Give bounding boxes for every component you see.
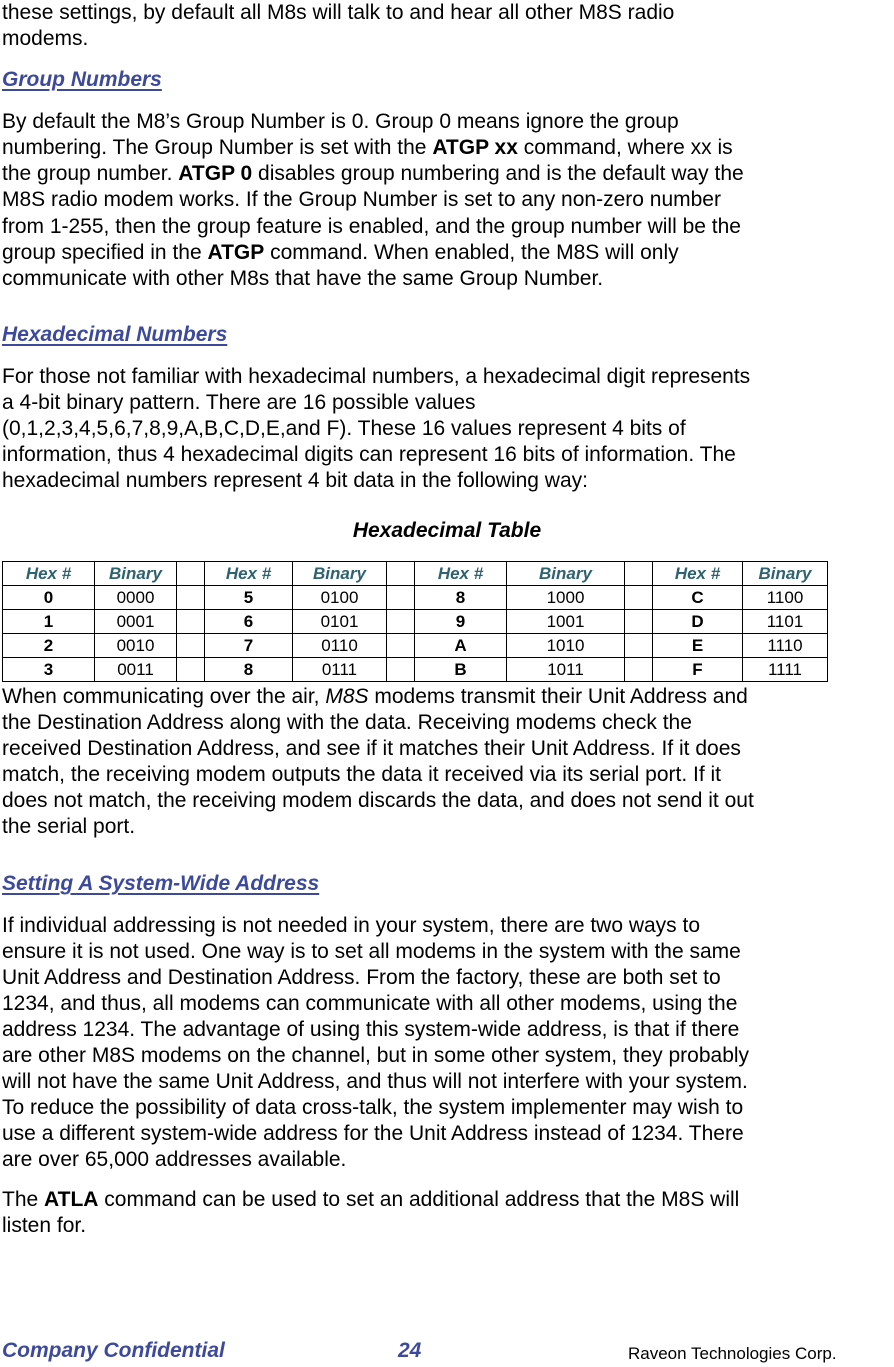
hex-cell: B [415,658,507,682]
hex-cell: 1 [3,610,95,634]
hex-cell: 9 [415,610,507,634]
hex-para-line-2: a 4-bit binary pattern. There are 16 possible values [2,391,476,414]
hex-cell: D [653,610,743,634]
hex-para-line-3: (0,1,2,3,4,5,6,7,8,9,A,B,C,D,E,and F). These 16 values represent 4 bits of [2,417,686,440]
footer-company: Raveon Technologies Corp. [628,1344,837,1363]
atla-command: ATLA [44,1188,99,1211]
group-para-line-5: from 1-255, then the group feature is enabled, and the group number will be the [2,215,741,238]
spacer-cell [625,562,653,586]
binary-cell: 0100 [293,586,387,610]
sys-para-line-5: address 1234. The advantage of using this system-wide address, is that if there [2,1018,740,1041]
sys-para-line-6: are other M8S modems on the channel, but in some other system, they probably [2,1044,750,1067]
comm-para-line-3: received Destination Address, and see if it matches their Unit Address. If it does [2,737,741,760]
col-header-binary: Binary [293,562,387,586]
binary-cell: 1110 [743,634,828,658]
spacer-cell [625,634,653,658]
spacer-cell [387,586,415,610]
spacer-cell [177,610,205,634]
atgp-xx-command: ATGP xx [432,136,518,159]
binary-cell: 1011 [507,658,625,682]
hex-cell: 6 [205,610,293,634]
hex-cell: F [653,658,743,682]
hex-table-header-row [3,562,828,586]
binary-cell: 1101 [743,610,828,634]
binary-cell: 0101 [293,610,387,634]
m8s-italic: M8S [325,685,369,708]
table-row [3,658,828,682]
group-para-line-7: communicate with other M8s that have the same Group Number. [2,267,604,290]
binary-cell: 1010 [507,634,625,658]
binary-cell: 0011 [95,658,177,682]
spacer-cell [177,658,205,682]
intro-line-2: modems. [2,27,89,50]
hex-cell: 3 [3,658,95,682]
hex-cell: A [415,634,507,658]
sys-para-line-8: To reduce the possibility of data cross-talk, the system implementer may wish to [2,1096,744,1119]
comm-para-line-5: does not match, the receiving modem discards the data, and does not send it out [2,789,754,812]
spacer-cell [387,634,415,658]
hex-table-title: Hexadecimal Table [352,519,542,542]
spacer-cell [387,610,415,634]
intro-line-1: these settings, by default all M8s will talk to and hear all other M8S radio [2,1,675,24]
spacer-cell [625,658,653,682]
footer-confidential: Company Confidential [2,1339,225,1362]
page-number: 24 [398,1339,422,1362]
sys-para-line-9: use a different system-wide address for the Unit Address instead of 1234. There [2,1122,744,1145]
col-header-binary: Binary [507,562,625,586]
sys-para-line-2: ensure it is not used. One way is to set all modems in the system with the same [2,940,741,963]
col-header-hex: Hex # [653,562,743,586]
system-wide-heading: Setting A System-Wide Address [2,872,320,895]
hex-para-line-5: hexadecimal numbers represent 4 bit data in the following way: [2,469,588,492]
comm-para-line-1: When communicating over the air, M8S modems transmit their Unit Address and [2,685,748,708]
spacer-cell [625,610,653,634]
col-header-hex: Hex # [415,562,507,586]
atgp-command: ATGP [207,241,265,264]
hex-cell: 0 [3,586,95,610]
group-numbers-heading: Group Numbers [2,68,162,91]
binary-cell: 0000 [95,586,177,610]
comm-para-line-6: the serial port. [2,815,136,838]
group-para-line-4: M8S radio modem works. If the Group Number is set to any non-zero number [2,188,721,211]
spacer-cell [625,586,653,610]
spacer-cell [387,562,415,586]
table-row [3,634,828,658]
atgp-0-command: ATGP 0 [178,162,253,185]
spacer-cell [177,586,205,610]
binary-cell: 0111 [293,658,387,682]
hex-para-line-1: For those not familiar with hexadecimal numbers, a hexadecimal digit represents [2,365,751,388]
col-header-hex: Hex # [205,562,293,586]
binary-cell: 0010 [95,634,177,658]
group-para-line-6: group specified in the ATGP command. When enabled, the M8S will only [2,241,679,264]
atla-para-line-1: The ATLA command can be used to set an additional address that the M8S will [2,1188,740,1211]
col-header-binary: Binary [95,562,177,586]
binary-cell: 0001 [95,610,177,634]
hex-cell: E [653,634,743,658]
comm-para-line-4: match, the receiving modem outputs the data it received via its serial port. If it [2,763,722,786]
hex-numbers-heading: Hexadecimal Numbers [2,323,228,346]
hex-cell: 7 [205,634,293,658]
col-header-hex: Hex # [3,562,95,586]
spacer-cell [177,634,205,658]
group-para-line-1: By default the M8’s Group Number is 0. Group 0 means ignore the group [2,110,679,133]
hexadecimal-table [2,561,828,682]
hex-cell: 5 [205,586,293,610]
hex-cell: 8 [205,658,293,682]
atla-para-line-2: listen for. [2,1214,87,1237]
binary-cell: 0110 [293,634,387,658]
hex-cell: C [653,586,743,610]
hex-cell: 2 [3,634,95,658]
binary-cell: 1001 [507,610,625,634]
binary-cell: 1111 [743,658,828,682]
sys-para-line-7: will not have the same Unit Address, and thus will not interfere with your system. [2,1070,748,1093]
table-row [3,610,828,634]
group-para-line-3: the group number. ATGP 0 disables group numbering and is the default way the [2,162,744,185]
sys-para-line-4: 1234, and thus, all modems can communicate with all other modems, using the [2,992,738,1015]
sys-para-line-3: Unit Address and Destination Address. From the factory, these are both set to [2,966,721,989]
spacer-cell [177,562,205,586]
spacer-cell [387,658,415,682]
hex-cell: 8 [415,586,507,610]
group-para-line-2: numbering. The Group Number is set with the ATGP xx command, where xx is [2,136,733,159]
sys-para-line-1: If individual addressing is not needed in your system, there are two ways to [2,914,701,937]
binary-cell: 1000 [507,586,625,610]
sys-para-line-10: are over 65,000 addresses available. [2,1148,347,1171]
table-row [3,586,828,610]
binary-cell: 1100 [743,586,828,610]
col-header-binary: Binary [743,562,828,586]
hex-para-line-4: information, thus 4 hexadecimal digits can represent 16 bits of information. The [2,443,736,466]
comm-para-line-2: the Destination Address along with the data. Receiving modems check the [2,711,692,734]
